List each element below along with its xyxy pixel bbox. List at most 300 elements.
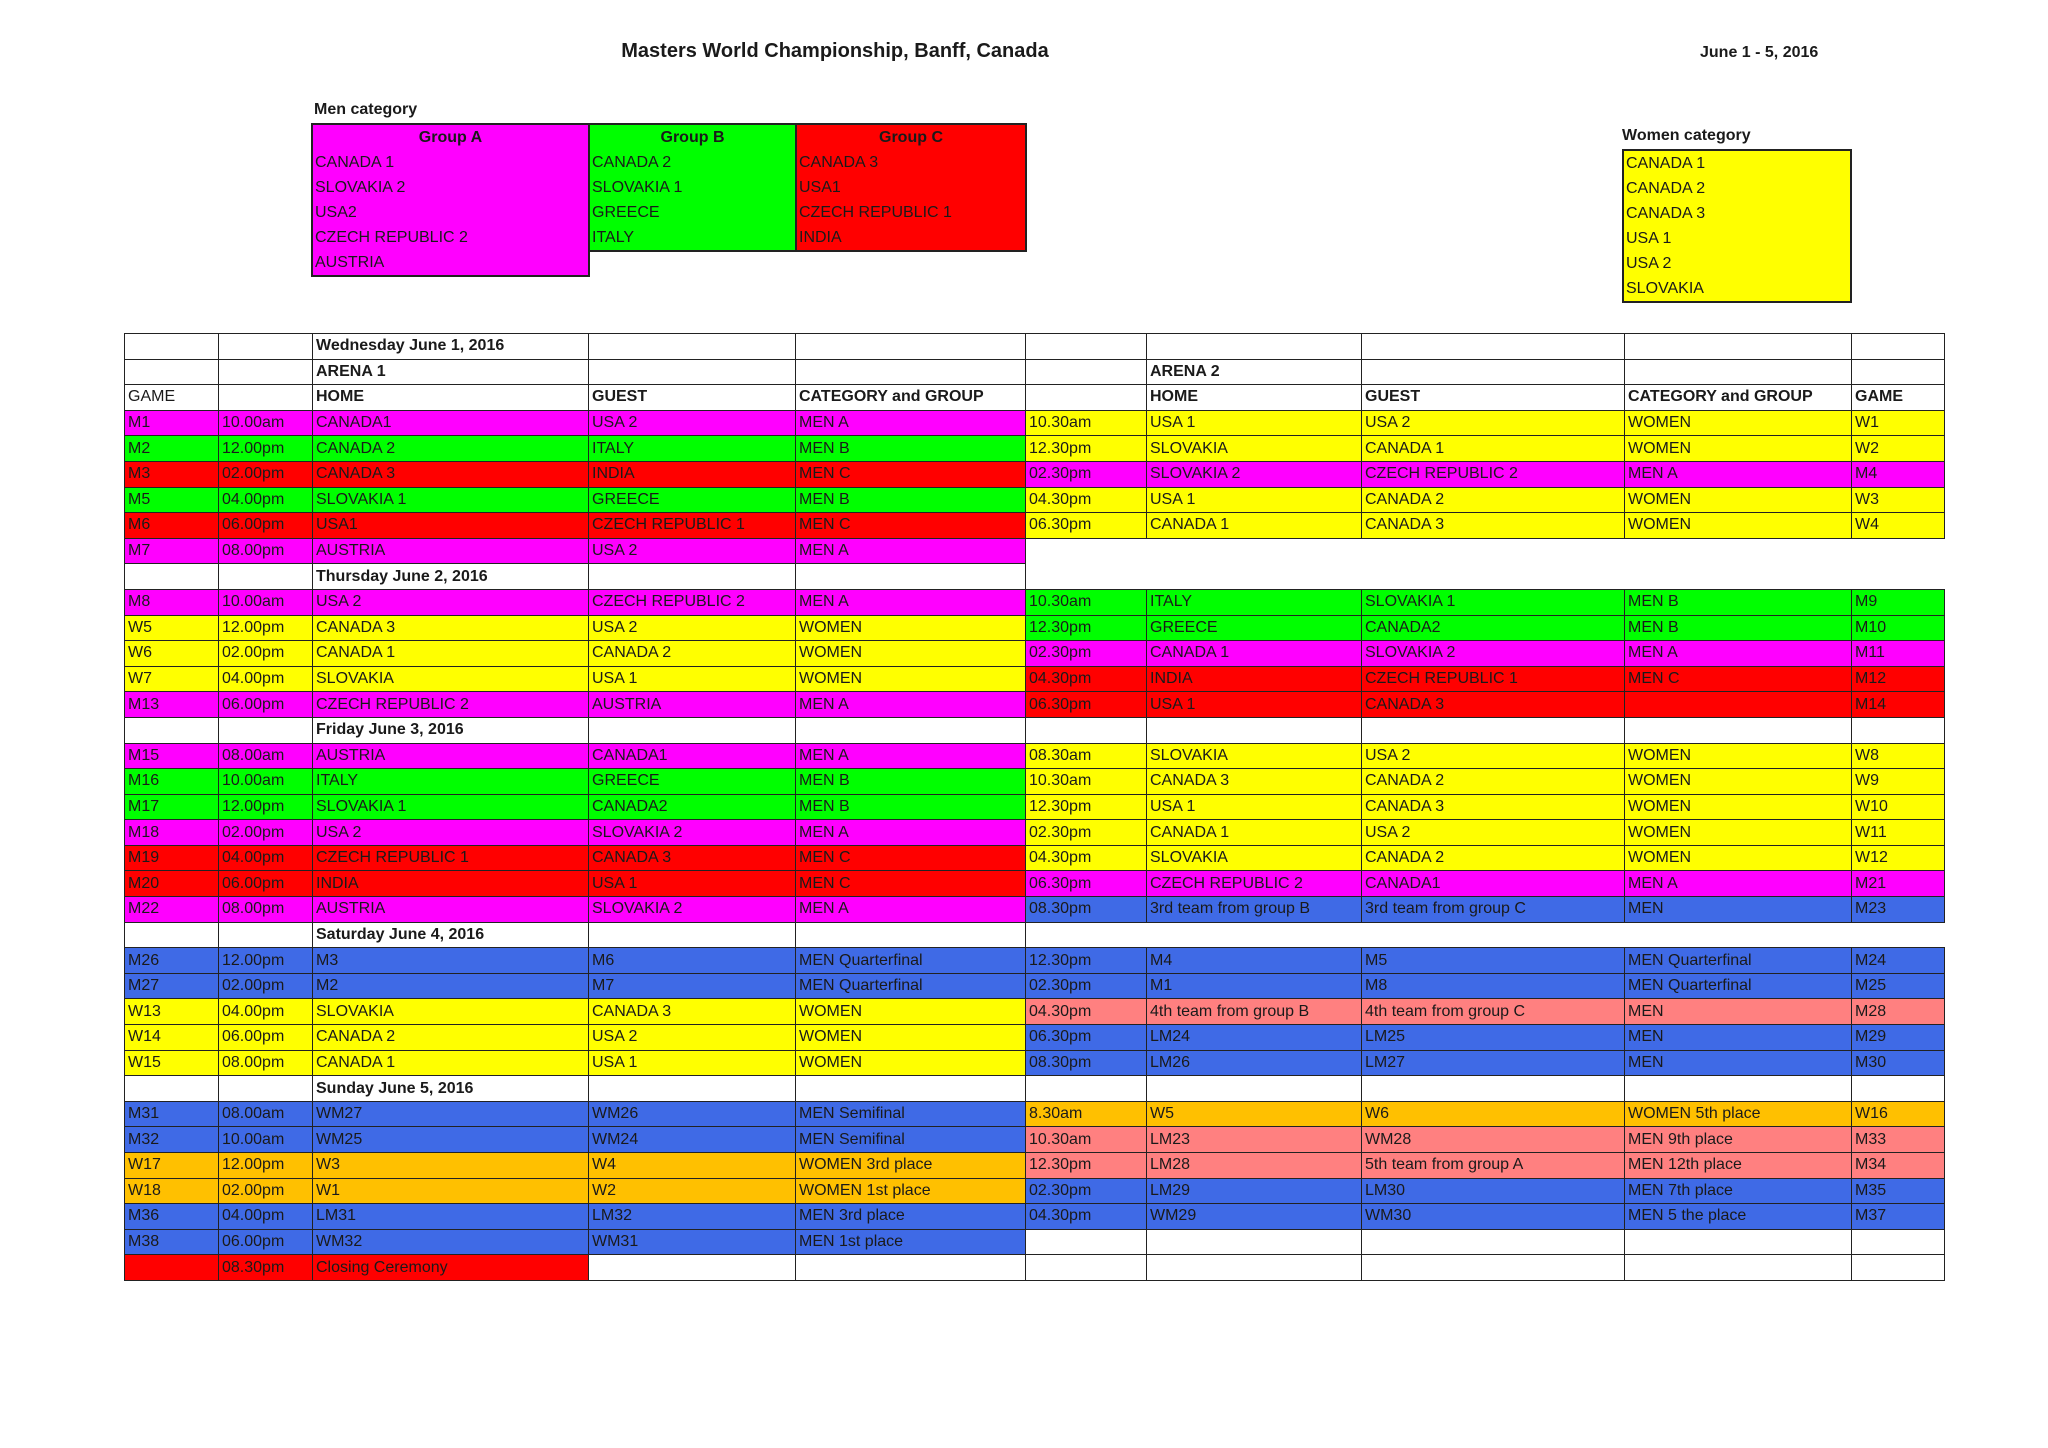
cell-guest: SLOVAKIA 2 [589, 897, 796, 923]
cell-arena2-home: SLOVAKIA [1147, 845, 1362, 871]
cell-arena2-game: W4 [1852, 513, 1945, 539]
cell-arena2-category: WOMEN [1625, 769, 1852, 795]
schedule-row [125, 1255, 1945, 1281]
group-team: AUSTRIA [312, 250, 589, 276]
cell-arena2-time: 12.30pm [1026, 794, 1147, 820]
cell-category [796, 1076, 1026, 1102]
cell-time: 02.00pm [219, 641, 313, 667]
cell-arena2-home: CANADA 1 [1147, 513, 1362, 539]
cell-category: MEN A [796, 897, 1026, 923]
cell-arena2-game [1852, 717, 1945, 743]
cell-home: SLOVAKIA [313, 999, 589, 1025]
cell-home: INDIA [313, 871, 589, 897]
cell-arena2-game: M30 [1852, 1050, 1945, 1076]
cell-arena2-home: GREECE [1147, 615, 1362, 641]
cell-game [125, 1076, 219, 1102]
cell-guest: AUSTRIA [589, 692, 796, 718]
women-team: CANADA 3 [1623, 201, 1851, 226]
cell-category: MEN Semifinal [796, 1101, 1026, 1127]
cell-time: 02.00pm [219, 820, 313, 846]
cell-arena2-home: USA 1 [1147, 692, 1362, 718]
cell-time: 06.00pm [219, 1025, 313, 1051]
cell-arena2-home: CZECH REPUBLIC 2 [1147, 871, 1362, 897]
cell-category: WOMEN 3rd place [796, 1153, 1026, 1179]
cell-time: 08.30pm [219, 1255, 313, 1281]
cell-game: M27 [125, 973, 219, 999]
cell-game: M38 [125, 1229, 219, 1255]
cell-arena2-game: W1 [1852, 410, 1945, 436]
cell-arena2-category: WOMEN [1625, 487, 1852, 513]
cell-category: MEN C [796, 871, 1026, 897]
cell-guest: LM32 [589, 1204, 796, 1230]
cell-guest [589, 1076, 796, 1102]
cell-arena2-guest: USA 2 [1362, 820, 1625, 846]
schedule-row [125, 538, 1945, 564]
cell-category: WOMEN [796, 1050, 1026, 1076]
cell-time: 08.00pm [219, 538, 313, 564]
women-category-label: Women category [1622, 127, 1751, 144]
cell-arena2-time: 8.30am [1026, 1101, 1147, 1127]
cell-arena2-home [1147, 564, 1362, 590]
cell-arena2-guest [1362, 538, 1625, 564]
group-team: USA2 [312, 200, 589, 225]
cell-arena2-guest: USA 2 [1362, 743, 1625, 769]
cell-game: M3 [125, 461, 219, 487]
cell-guest [589, 717, 796, 743]
cell-guest [589, 359, 796, 385]
cell-home: USA 2 [313, 589, 589, 615]
group-team: CANADA 2 [589, 150, 796, 175]
cell-arena2-time [1026, 1229, 1147, 1255]
cell-arena2-guest: CANADA 3 [1362, 794, 1625, 820]
cell-arena2-home: ITALY [1147, 589, 1362, 615]
cell-home: Closing Ceremony [313, 1255, 589, 1281]
cell-guest: INDIA [589, 461, 796, 487]
cell-category: MEN A [796, 820, 1026, 846]
schedule-row [125, 359, 1945, 385]
cell-arena2-home [1147, 538, 1362, 564]
cell-arena2-category [1625, 717, 1852, 743]
cell-arena2-guest: W6 [1362, 1101, 1625, 1127]
cell-time [219, 564, 313, 590]
schedule-row [125, 973, 1945, 999]
cell-game: W14 [125, 1025, 219, 1051]
cell-category: MEN B [796, 436, 1026, 462]
cell-guest [589, 1255, 796, 1281]
cell-category [796, 564, 1026, 590]
group-header: Group C [796, 124, 1026, 150]
cell-arena2-home: USA 1 [1147, 487, 1362, 513]
cell-arena2-time: 12.30pm [1026, 948, 1147, 974]
cell-arena2-time: 06.30pm [1026, 513, 1147, 539]
cell-arena2-home: LM24 [1147, 1025, 1362, 1051]
cell-guest: USA 2 [589, 410, 796, 436]
cell-arena2-game [1852, 1076, 1945, 1102]
cell-game: M8 [125, 589, 219, 615]
cell-arena2-game: W10 [1852, 794, 1945, 820]
cell-category: MEN A [796, 692, 1026, 718]
cell-time: 06.00pm [219, 1229, 313, 1255]
cell-arena2-guest: CANADA 1 [1362, 436, 1625, 462]
cell-time: 10.00am [219, 1127, 313, 1153]
schedule-row [125, 564, 1945, 590]
document-title: Masters World Championship, Banff, Canada [621, 40, 1049, 62]
cell-home: HOME [313, 385, 589, 411]
cell-time: 06.00pm [219, 871, 313, 897]
schedule-row [125, 589, 1945, 615]
schedule-row [125, 1153, 1945, 1179]
schedule-row [125, 641, 1945, 667]
cell-home: ARENA 1 [313, 359, 589, 385]
cell-arena2-category: MEN 7th place [1625, 1178, 1852, 1204]
cell-arena2-game: M28 [1852, 999, 1945, 1025]
cell-arena2-guest: SLOVAKIA 2 [1362, 641, 1625, 667]
cell-arena2-category [1625, 1076, 1852, 1102]
schedule-row [125, 1204, 1945, 1230]
cell-home: WM32 [313, 1229, 589, 1255]
cell-game: M19 [125, 845, 219, 871]
cell-home: USA1 [313, 513, 589, 539]
cell-game: M7 [125, 538, 219, 564]
cell-arena2-category: MEN 12th place [1625, 1153, 1852, 1179]
cell-guest: CANADA 2 [589, 641, 796, 667]
schedule-row [125, 871, 1945, 897]
cell-time: 08.00pm [219, 1050, 313, 1076]
cell-arena2-time [1026, 334, 1147, 360]
cell-arena2-time: 04.30pm [1026, 1204, 1147, 1230]
cell-game [125, 1255, 219, 1281]
cell-arena2-guest: M5 [1362, 948, 1625, 974]
cell-game: M36 [125, 1204, 219, 1230]
cell-arena2-time: 02.30pm [1026, 820, 1147, 846]
schedule-table [124, 333, 1945, 1281]
schedule-row [125, 717, 1945, 743]
cell-guest: M7 [589, 973, 796, 999]
cell-arena2-category: WOMEN [1625, 743, 1852, 769]
event-dates: June 1 - 5, 2016 [1700, 44, 1819, 61]
cell-category: MEN A [796, 538, 1026, 564]
cell-category: MEN 3rd place [796, 1204, 1026, 1230]
cell-time: 04.00pm [219, 1204, 313, 1230]
cell-home: AUSTRIA [313, 743, 589, 769]
cell-category: MEN A [796, 589, 1026, 615]
cell-category [796, 334, 1026, 360]
cell-arena2-time: 06.30pm [1026, 692, 1147, 718]
cell-arena2-category [1625, 564, 1852, 590]
cell-time: 08.00pm [219, 897, 313, 923]
cell-arena2-category: WOMEN [1625, 410, 1852, 436]
cell-game: M1 [125, 410, 219, 436]
cell-arena2-time [1026, 564, 1147, 590]
cell-guest: USA 2 [589, 1025, 796, 1051]
cell-arena2-category [1625, 359, 1852, 385]
cell-arena2-guest: USA 2 [1362, 410, 1625, 436]
cell-category: MEN 1st place [796, 1229, 1026, 1255]
cell-home: CZECH REPUBLIC 2 [313, 692, 589, 718]
cell-arena2-guest: LM25 [1362, 1025, 1625, 1051]
cell-arena2-guest: M8 [1362, 973, 1625, 999]
cell-arena2-category: WOMEN [1625, 820, 1852, 846]
cell-arena2-game: W9 [1852, 769, 1945, 795]
cell-arena2-game: M11 [1852, 641, 1945, 667]
cell-arena2-category: MEN B [1625, 615, 1852, 641]
cell-arena2-time [1026, 717, 1147, 743]
cell-game: W13 [125, 999, 219, 1025]
cell-time: 12.00pm [219, 1153, 313, 1179]
cell-game: W15 [125, 1050, 219, 1076]
schedule-row [125, 769, 1945, 795]
cell-arena2-home: LM29 [1147, 1178, 1362, 1204]
cell-arena2-game: GAME [1852, 385, 1945, 411]
cell-guest: WM24 [589, 1127, 796, 1153]
cell-arena2-game [1852, 1229, 1945, 1255]
cell-arena2-guest [1362, 1255, 1625, 1281]
cell-arena2-time [1026, 1076, 1147, 1102]
cell-time: 12.00pm [219, 794, 313, 820]
cell-arena2-time: 02.30pm [1026, 641, 1147, 667]
cell-arena2-guest [1362, 922, 1625, 948]
cell-home: CANADA 3 [313, 461, 589, 487]
cell-time: 08.00am [219, 743, 313, 769]
women-team: USA 2 [1623, 251, 1851, 276]
cell-arena2-guest: SLOVAKIA 1 [1362, 589, 1625, 615]
schedule-row [125, 820, 1945, 846]
schedule-row [125, 385, 1945, 411]
group-team: SLOVAKIA 2 [312, 175, 589, 200]
cell-arena2-home: INDIA [1147, 666, 1362, 692]
cell-arena2-home: W5 [1147, 1101, 1362, 1127]
cell-arena2-guest [1362, 359, 1625, 385]
cell-game: W5 [125, 615, 219, 641]
cell-time: 04.00pm [219, 845, 313, 871]
cell-guest: W4 [589, 1153, 796, 1179]
cell-arena2-time: 04.30pm [1026, 666, 1147, 692]
cell-game: W17 [125, 1153, 219, 1179]
cell-game: M26 [125, 948, 219, 974]
cell-arena2-game [1852, 1255, 1945, 1281]
cell-guest: WM26 [589, 1101, 796, 1127]
cell-arena2-category: MEN A [1625, 641, 1852, 667]
cell-time [219, 717, 313, 743]
cell-arena2-guest: CANADA 2 [1362, 845, 1625, 871]
cell-time [219, 922, 313, 948]
cell-category: MEN Quarterfinal [796, 948, 1026, 974]
cell-time: 02.00pm [219, 1178, 313, 1204]
cell-arena2-time: 06.30pm [1026, 871, 1147, 897]
cell-time: 10.00am [219, 769, 313, 795]
cell-time [219, 1076, 313, 1102]
cell-arena2-guest [1362, 564, 1625, 590]
cell-arena2-category: MEN B [1625, 589, 1852, 615]
cell-home: W1 [313, 1178, 589, 1204]
cell-guest: USA 1 [589, 666, 796, 692]
cell-arena2-guest: 3rd team from group C [1362, 897, 1625, 923]
cell-arena2-home [1147, 1255, 1362, 1281]
cell-arena2-time [1026, 359, 1147, 385]
cell-arena2-game: W12 [1852, 845, 1945, 871]
cell-guest: CANADA 3 [589, 845, 796, 871]
cell-arena2-home: HOME [1147, 385, 1362, 411]
cell-arena2-guest: 4th team from group C [1362, 999, 1625, 1025]
group-team: CANADA 1 [312, 150, 589, 175]
schedule-row [125, 461, 1945, 487]
schedule-row [125, 743, 1945, 769]
cell-time: 04.00pm [219, 487, 313, 513]
cell-arena2-home [1147, 717, 1362, 743]
cell-arena2-home: 3rd team from group B [1147, 897, 1362, 923]
cell-arena2-category: MEN [1625, 897, 1852, 923]
cell-arena2-game [1852, 359, 1945, 385]
schedule-row [125, 513, 1945, 539]
cell-arena2-game: W11 [1852, 820, 1945, 846]
cell-category [796, 922, 1026, 948]
cell-game: M13 [125, 692, 219, 718]
cell-arena2-guest: LM27 [1362, 1050, 1625, 1076]
group-team: CZECH REPUBLIC 2 [312, 225, 589, 250]
cell-home: CANADA 3 [313, 615, 589, 641]
cell-arena2-home: 4th team from group B [1147, 999, 1362, 1025]
women-team: CANADA 2 [1623, 176, 1851, 201]
cell-home: WM25 [313, 1127, 589, 1153]
cell-game: M2 [125, 436, 219, 462]
cell-arena2-game: M25 [1852, 973, 1945, 999]
cell-arena2-time: 04.30pm [1026, 999, 1147, 1025]
cell-arena2-time: 04.30pm [1026, 487, 1147, 513]
cell-arena2-category: WOMEN [1625, 845, 1852, 871]
cell-arena2-home: LM28 [1147, 1153, 1362, 1179]
schedule-row [125, 1050, 1945, 1076]
cell-guest [589, 922, 796, 948]
women-team: USA 1 [1623, 226, 1851, 251]
cell-arena2-time: 06.30pm [1026, 1025, 1147, 1051]
cell-arena2-game: M33 [1852, 1127, 1945, 1153]
cell-arena2-time [1026, 538, 1147, 564]
schedule-row [125, 410, 1945, 436]
cell-guest: USA 2 [589, 615, 796, 641]
cell-arena2-time: 10.30am [1026, 589, 1147, 615]
cell-arena2-game [1852, 538, 1945, 564]
cell-time: 08.00am [219, 1101, 313, 1127]
cell-guest: GREECE [589, 769, 796, 795]
cell-game [125, 564, 219, 590]
cell-guest: CZECH REPUBLIC 1 [589, 513, 796, 539]
group-header: Group A [312, 124, 589, 150]
cell-arena2-home: ARENA 2 [1147, 359, 1362, 385]
cell-arena2-category: MEN C [1625, 666, 1852, 692]
cell-guest: USA 1 [589, 871, 796, 897]
schedule-row [125, 845, 1945, 871]
cell-home: W3 [313, 1153, 589, 1179]
cell-category: WOMEN [796, 999, 1026, 1025]
cell-home: AUSTRIA [313, 897, 589, 923]
cell-arena2-category: MEN A [1625, 871, 1852, 897]
cell-arena2-home [1147, 334, 1362, 360]
women-teams-table [1622, 149, 1852, 303]
cell-arena2-category [1625, 538, 1852, 564]
cell-category: MEN A [796, 410, 1026, 436]
cell-arena2-home: LM26 [1147, 1050, 1362, 1076]
cell-arena2-home: SLOVAKIA 2 [1147, 461, 1362, 487]
cell-guest: USA 1 [589, 1050, 796, 1076]
cell-arena2-time: 02.30pm [1026, 461, 1147, 487]
cell-category: MEN C [796, 461, 1026, 487]
cell-arena2-game: M37 [1852, 1204, 1945, 1230]
cell-arena2-game [1852, 922, 1945, 948]
cell-arena2-home: M4 [1147, 948, 1362, 974]
cell-game: M20 [125, 871, 219, 897]
cell-category: MEN A [796, 743, 1026, 769]
cell-home: AUSTRIA [313, 538, 589, 564]
cell-arena2-time: 08.30pm [1026, 897, 1147, 923]
group-team: INDIA [796, 225, 1026, 251]
cell-arena2-category [1625, 692, 1852, 718]
cell-game: GAME [125, 385, 219, 411]
schedule-row [125, 1178, 1945, 1204]
cell-arena2-time: 02.30pm [1026, 1178, 1147, 1204]
cell-arena2-guest: CANADA1 [1362, 871, 1625, 897]
cell-category: WOMEN 1st place [796, 1178, 1026, 1204]
schedule-row [125, 436, 1945, 462]
cell-arena2-guest: CANADA 3 [1362, 513, 1625, 539]
cell-category: MEN C [796, 513, 1026, 539]
cell-category: WOMEN [796, 615, 1026, 641]
cell-arena2-category: WOMEN [1625, 794, 1852, 820]
cell-arena2-category: MEN Quarterfinal [1625, 948, 1852, 974]
women-team: CANADA 1 [1623, 150, 1851, 176]
cell-arena2-game: M23 [1852, 897, 1945, 923]
cell-arena2-game: M21 [1852, 871, 1945, 897]
cell-arena2-category: WOMEN [1625, 436, 1852, 462]
cell-arena2-game: M34 [1852, 1153, 1945, 1179]
cell-arena2-game: M24 [1852, 948, 1945, 974]
cell-home: USA 2 [313, 820, 589, 846]
cell-home: SLOVAKIA [313, 666, 589, 692]
cell-guest: ITALY [589, 436, 796, 462]
cell-category: MEN Quarterfinal [796, 973, 1026, 999]
cell-arena2-guest: CANADA 2 [1362, 769, 1625, 795]
cell-time: 04.00pm [219, 999, 313, 1025]
cell-arena2-home: USA 1 [1147, 794, 1362, 820]
cell-home: M2 [313, 973, 589, 999]
schedule-row [125, 487, 1945, 513]
cell-arena2-home: CANADA 1 [1147, 820, 1362, 846]
cell-game: M32 [125, 1127, 219, 1153]
cell-arena2-category: MEN A [1625, 461, 1852, 487]
cell-arena2-category: MEN [1625, 1050, 1852, 1076]
cell-guest: SLOVAKIA 2 [589, 820, 796, 846]
schedule-row [125, 1025, 1945, 1051]
cell-arena2-home: SLOVAKIA [1147, 743, 1362, 769]
cell-arena2-time: 04.30pm [1026, 845, 1147, 871]
schedule-row [125, 1229, 1945, 1255]
cell-arena2-time: 02.30pm [1026, 973, 1147, 999]
cell-game: W7 [125, 666, 219, 692]
cell-game: M22 [125, 897, 219, 923]
schedule-row [125, 1101, 1945, 1127]
men-group-b-table [588, 123, 797, 252]
cell-guest: CANADA1 [589, 743, 796, 769]
schedule-row [125, 794, 1945, 820]
cell-arena2-time: 08.30pm [1026, 1050, 1147, 1076]
cell-category: MEN Semifinal [796, 1127, 1026, 1153]
cell-arena2-time: 12.30pm [1026, 1153, 1147, 1179]
cell-arena2-guest [1362, 1229, 1625, 1255]
cell-arena2-guest: GUEST [1362, 385, 1625, 411]
cell-arena2-time: 10.30am [1026, 410, 1147, 436]
cell-arena2-home [1147, 1229, 1362, 1255]
cell-arena2-home [1147, 922, 1362, 948]
cell-category: MEN B [796, 794, 1026, 820]
